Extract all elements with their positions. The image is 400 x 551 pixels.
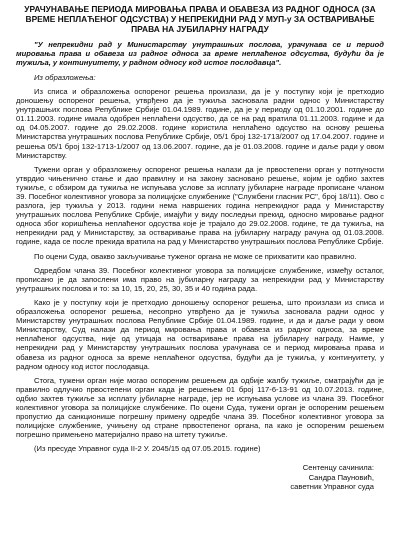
body-paragraph-5: Како је у поступку који је претходио доношењу оспореног решења, што произлази из списа и образложења оспореног решења, несопрно утврђено да је тужиља засновала радни однос у Министарству унутрашњих послова Републике Србије 01.04.1989. године, и да и даље ради у овом Министарству, Суд налази да период мировања права и обавеза из радног односа, за време неплаћеног одсуства, није од утицаја на остваривање права на јубиларну награду. Наиме, у непрекидни рад у Министарству унутрашњих послова урачунава се и период мировања права и обавеза из радног односа за време неплаћеног одсуства, будући да је тужиља, у континуитету, у радном односу код истог послодавца. (16, 297, 384, 371)
body-paragraph-4: Одредбом члана 39. Посебног колективног уговора за полицијске службенике, између осталог, прописано је да запослени има право на јубиларну награду за непрекидни рад у Министарству унутрашњих послова и то: за 10, 15, 20, 25, 30, 35 и 40 година рада. (16, 265, 384, 293)
body-paragraph-2: Тужени орган у образложењу оспореног решења налази да је првостепени орган у потпуности утврдио чињенично стање и дао правилну и на закону засновано решење, којим је одбио захтев тужиље, с обзиром да тужиља не испуњава услове за исплату јубиларне награде прописане чланом 39. Посебног колективног уговора за полицијске службенике ("Службени гласник РС", број 18/11). Ово с разлога, јер тужиља у 2013. години нема навршених година непрекидног рада у Министарству унутрашњих послова Републике Србије, имајући у виду последњи прекид, односно мировање радног односа због коришћења неплаћеног одсуства које је трајало до 29.02.2008. године, те да тужиља, на непрекидни рад у Министарству, за остваривање права на јубиларну награду рачуна од 01.03.2008. године, када се после прекида вратила на рад у Министарство унутрашњих послова Републике Србије. (16, 164, 384, 247)
reasoning-label: Из образложења: (34, 72, 96, 82)
document-title: УРАЧУНАВАЊЕ ПЕРИОДА МИРОВАЊА ПРАВА И ОБАВЕЗА ИЗ РАДНОГ ОДНОСА (ЗА ВРЕМЕ НЕПЛАЋЕНОГ ОДСУСТВА) У НЕПРЕКИДНИ РАД У МУП-у ЗА ОСТВАРИВАЊЕ ПРАВА НА ЈУБИЛАРНУ НАГРАДУ (24, 4, 376, 35)
source-citation: (Из пресуде Управног суда II-2 У. 2045/15 од 07.05.2015. године) (34, 444, 261, 454)
signature-caption: Сентенцу сачинила: (302, 463, 374, 473)
body-paragraph-6: Стога, тужени орган није могао оспореним решењем да одбије жалбу тужиље, сматрајући да је правилно одлучио првостепени орган када је решењем 01 број 117-6-13-91 од 10.07.2013. године, одбио захтев тужиље за исплату јубиларне награде, јер не испуњава услове из члана 39. Посебног колективног уговора за полицијске службенике. По оцени Суда, тужени орган је оспореним решењем пропустио да санкционише погрешну примену одредбе члана 39. Посебног колективног уговора за полицијске службенике, учињену од стране првостепеног органа, па како је оспореним решењем погрешно примењено материјално право на штету тужиље. (16, 375, 384, 440)
signature-block (16, 463, 384, 491)
body-paragraph-3: По оцени Суда, овакво закључивање туженог органа не може се прихватити као правилно. (34, 251, 357, 261)
body-paragraph-1: Из списа и образложења оспореног решења произлази, да је у поступку који је претходио доношењу оспореног решења, утврђено да је тужиља засновала радни однос у Министарству унутрашњих послова Републике Србије 01.04.1989. године, да је у периоду од 01.10.2001. године до 01.11.2003. године имала одобрен неплаћени одсуство, да се на рад вратила 01.11.2003. године и да од 04.05.2007. године до 29.02.2008. године користила неплаћено одсуство на основу решења Министарства унутрашњих послова Републике Србије, 05/1 број 132-1713/2007 од 17.04.2007. године и решења 05/1 број 132-1713-1/2007 од 13.06.2007. године, да је 01.03.2008. године и даље ради у овом Министарству. (16, 86, 384, 160)
signature-author: Сандра Пауновић, (308, 472, 374, 482)
legal-headnote: "У непрекидни рад у Министарству унутрашњих послова, урачунава се и период мировања права и обавеза из радног односа за време неплаћеног одсуства, будући да је тужиља, у континуитету, у радном односу код истог послодавца". (16, 39, 384, 67)
signature-role: саветник Управног суда (290, 482, 374, 492)
